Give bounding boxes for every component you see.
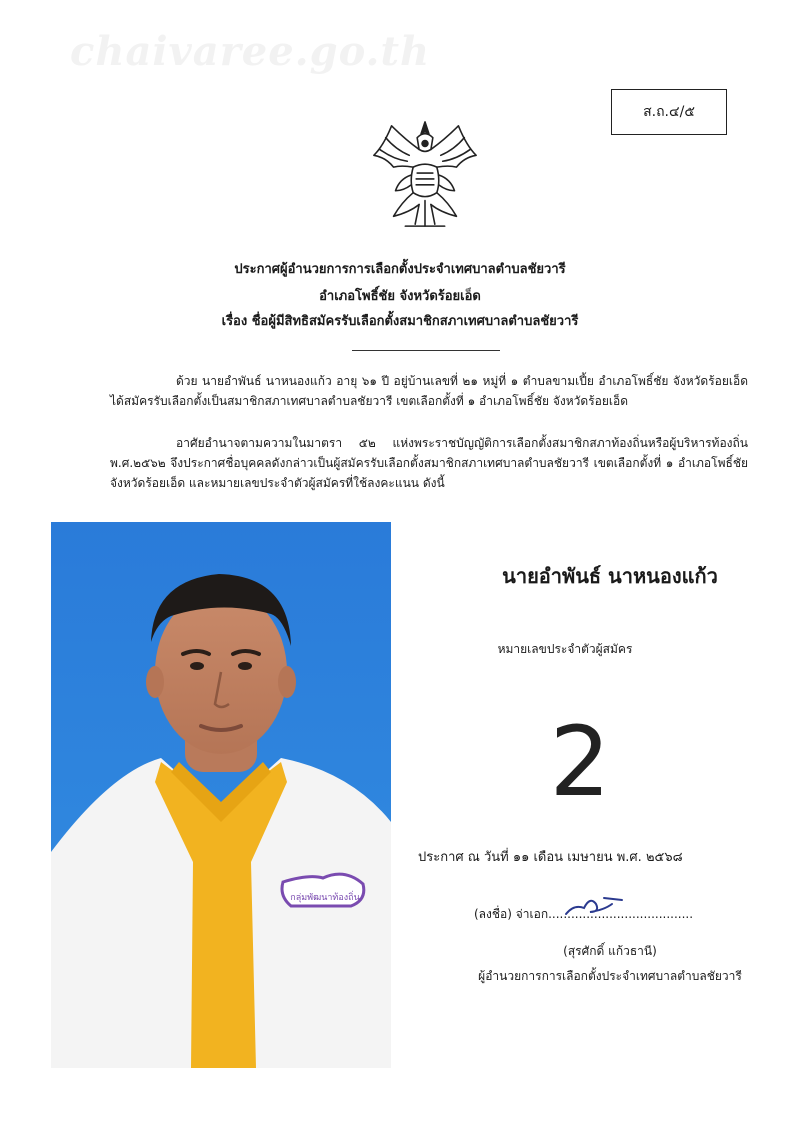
body-paragraph-2: อาศัยอำนาจตามความในมาตรา ๕๒ แห่งพระราชบัญญัติการเลือกตั้งสมาชิกสภาท้องถิ่นหรือผู้บริหารท้องถิ่น พ.ศ.๒๕๖๒ จึงประกาศชื่อบุคคลดังกล่าวเป็นผู้สมัครรับเลือกตั้งสมาชิกสภาเทศบาลตำบลชัยวารี เขตเลือกตั้งที่ ๑ อำเภอโพธิ์ชัย จังหวัดร้อยเอ็ด และหมายเลขประจำตัวผู้สมัครที่ใช้ลงคะแนน ดังนี้: [110, 436, 748, 490]
candidate-number-label: หมายเลขประจำตัวผู้สมัคร: [497, 642, 633, 656]
candidate-portrait: [51, 522, 391, 1068]
form-code: ส.ถ.๔/๕: [643, 104, 695, 120]
candidate-badge: กลุ่มพัฒนาท้องถิ่น: [290, 893, 360, 903]
form-code-box: [611, 89, 727, 135]
watermark: chaivaree.go.th: [70, 28, 431, 75]
announcement-date: ประกาศ ณ วันที่ ๑๑ เดือน เมษายน พ.ศ. ๒๕๖๘: [418, 850, 683, 865]
body-paragraph-1: ด้วย นายอำพันธ์ นาหนองแก้ว อายุ ๖๑ ปี อยู่บ้านเลขที่ ๒๑ หมู่ที่ ๑ ตำบลขามเปี้ย อำเภอโพธิ์ชัย จังหวัดร้อยเอ็ด ได้สมัครรับเลือกตั้งเป็นสมาชิกสภาเทศบาลตำบลชัยวารี เขตเลือกตั้งที่ ๑ อำเภอโพธิ์ชัย จังหวัดร้อยเอ็ด: [110, 374, 748, 408]
announcement-district: อำเภอโพธิ์ชัย จังหวัดร้อยเอ็ด: [319, 289, 481, 304]
candidate-number: 2: [549, 706, 611, 818]
candidate-photo: [51, 522, 391, 1068]
signer-name: (สุรศักดิ์ แก้วธานี): [563, 944, 657, 958]
title-divider: [352, 350, 500, 351]
handwritten-signature: [560, 890, 630, 920]
signer-title: ผู้อำนวยการการเลือกตั้งประจำเทศบาลตำบลชัยวารี: [478, 969, 742, 983]
announcement-subject: เรื่อง ชื่อผู้มีสิทธิสมัครรับเลือกตั้งสมาชิกสภาเทศบาลตำบลชัยวารี: [221, 314, 579, 329]
candidate-name: นายอำพันธ์ นาหนองแก้ว: [502, 564, 718, 588]
announcement-title: ประกาศผู้อำนวยการการเลือกตั้งประจำเทศบาลตำบลชัยวารี: [234, 262, 566, 277]
signature-line: (ลงชื่อ) จ่าเอก......................................: [474, 907, 694, 921]
garuda-emblem-icon: [366, 116, 484, 234]
